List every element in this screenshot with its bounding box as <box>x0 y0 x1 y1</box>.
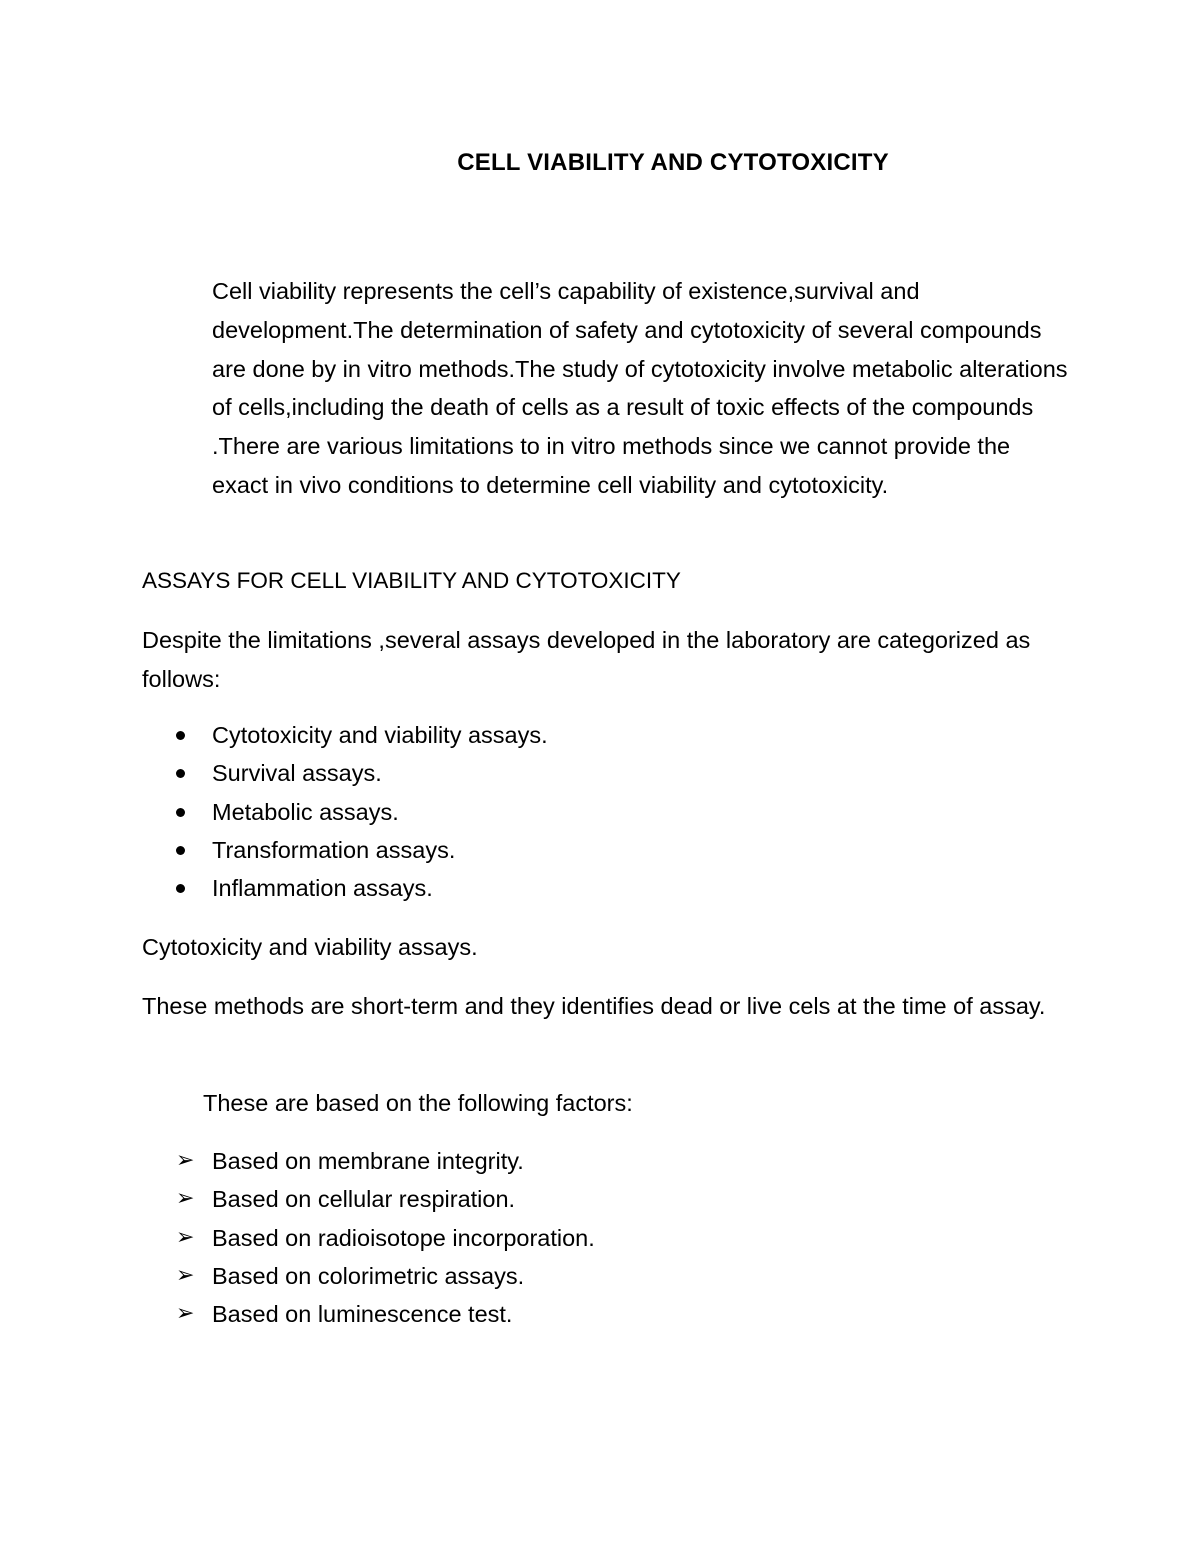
list-item-label: Based on luminescence test. <box>212 1301 513 1328</box>
bullet-icon <box>176 769 185 778</box>
bullet-icon <box>176 884 185 893</box>
list-item <box>142 831 548 869</box>
list-item <box>142 754 548 792</box>
bullet-icon <box>176 846 185 855</box>
list-item-label: Transformation assays. <box>212 836 456 863</box>
list-item-label: Based on cellular respiration. <box>212 1186 516 1213</box>
list-item <box>142 1219 595 1257</box>
factor-list <box>142 1142 595 1333</box>
intro-paragraph: Cell viability represents the cell’s capability of existence,survival and development.The determination of safety and cytotoxicity of several compounds are done by in vitro methods.The study of cytotoxicity involve metabolic alterations of cells,including the death of cells as a result of toxic effects of the compounds .There are various limitations to in vitro methods since we cannot provide the exact in vivo conditions to determine cell viability and cytotoxicity. <box>212 278 1068 498</box>
list-item-label: Based on radioisotope incorporation. <box>212 1224 595 1251</box>
assay-category-list <box>142 716 548 907</box>
bullet-icon <box>176 731 185 740</box>
list-item-label: Survival assays. <box>212 760 382 787</box>
list-item <box>142 716 548 754</box>
limitations-paragraph: Despite the limitations ,several assays developed in the laboratory are categorized as follows: <box>142 627 1031 692</box>
arrowhead-bullet-icon: ➢ <box>176 1148 195 1173</box>
list-item <box>142 1142 595 1180</box>
list-item-label: Metabolic assays. <box>212 798 399 825</box>
list-item-label: Cytotoxicity and viability assays. <box>212 722 548 748</box>
list-item <box>142 869 548 907</box>
document-title: CELL VIABILITY AND CYTOTOXICITY <box>457 149 889 176</box>
methods-paragraph: These methods are short-term and they identifies dead or live cels at the time of assay. <box>142 993 1046 1019</box>
list-item <box>142 1180 595 1218</box>
bullet-icon <box>176 808 185 817</box>
list-item <box>142 793 548 831</box>
list-item-label: Inflammation assays. <box>212 875 433 902</box>
list-item <box>142 1295 595 1333</box>
factors-intro: These are based on the following factors: <box>203 1090 633 1116</box>
list-item-label: Based on membrane integrity. <box>212 1148 524 1174</box>
arrowhead-bullet-icon: ➢ <box>176 1224 195 1250</box>
arrowhead-bullet-icon: ➢ <box>176 1301 195 1327</box>
assays-heading: ASSAYS FOR CELL VIABILITY AND CYTOTOXICITY <box>142 568 681 593</box>
arrowhead-bullet-icon: ➢ <box>176 1262 195 1288</box>
list-item-label: Based on colorimetric assays. <box>212 1262 525 1289</box>
arrowhead-bullet-icon: ➢ <box>176 1186 195 1212</box>
subsection-heading: Cytotoxicity and viability assays. <box>142 934 478 960</box>
list-item <box>142 1257 595 1295</box>
